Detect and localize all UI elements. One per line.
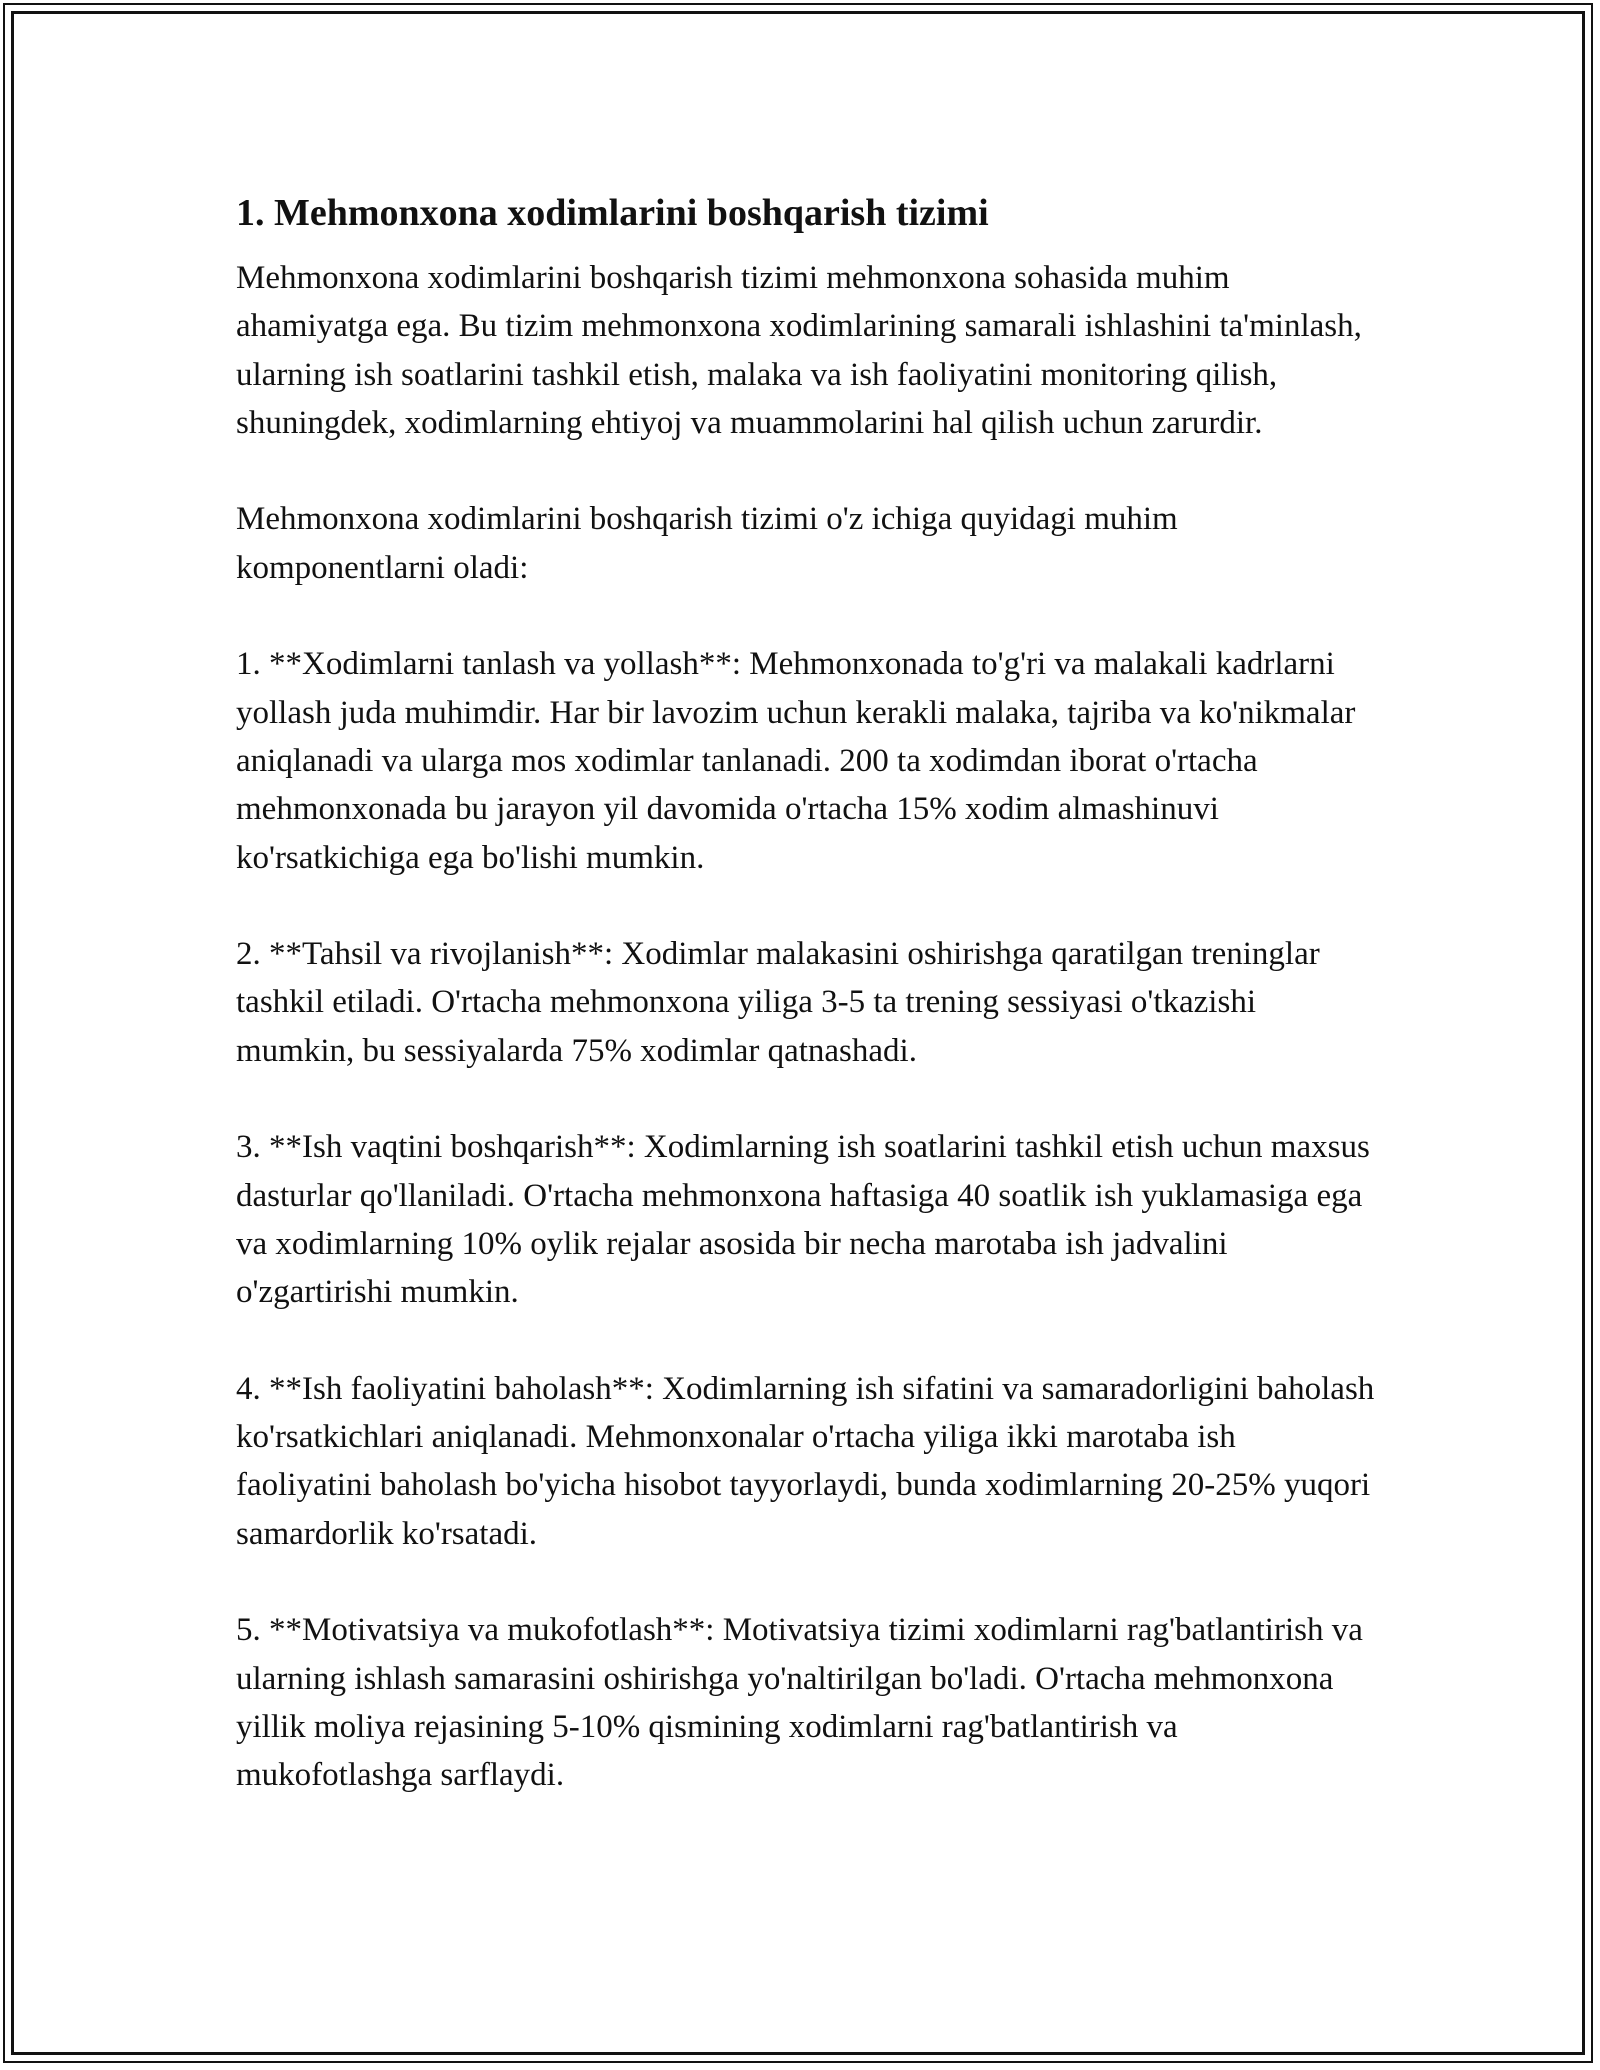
list-item-work-time-management: 3. **Ish vaqtini boshqarish**: Xodimlarning ish soatlarini tashkil etish uchun maxsus dasturlar qo'llaniladi. O'rtacha mehmonxona haftasiga 40 soatlik ish yuklamasiga ega va xodimlarning 10% oylik rejalar asosida bir necha marotaba ish jadvalini o'zgartirishi mumkin. — [236, 1129, 1370, 1311]
list-item-selection-hiring: 1. **Xodimlarni tanlash va yollash**: Mehmonxonada to'g'ri va malakali kadrlarni yollash juda muhimdir. Har bir lavozim uchun kerakli malaka, tajriba va ko'nikmalar aniqlanadi va ularga mos xodimlar tanlanadi. 200 ta xodimdan iborat o'rtacha mehmonxonada bu jarayon yil davomida o'rtacha 15% xodim almashinuvi ko'rsatkichiga ega bo'lishi mumkin. — [236, 646, 1356, 876]
paragraph-components-lead: Mehmonxona xodimlarini boshqarish tizimi o'z ichiga quyidagi muhim komponentlarni oladi: — [236, 501, 1178, 586]
document-body — [236, 186, 1376, 1800]
paragraph-intro: Mehmonxona xodimlarini boshqarish tizimi mehmonxona sohasida muhim ahamiyatga ega. Bu tizim mehmonxona xodimlarining samarali ishlashini ta'minlash, ularning ish soatlarini tashkil etish, malaka va ish faoliyatini monitoring qilish, shuningdek, xodimlarning ehtiyoj va muammolarini hal qilish uchun zarurdir. — [236, 260, 1362, 441]
list-item-performance-evaluation: 4. **Ish faoliyatini baholash**: Xodimlarning ish sifatini va samaradorligini baholash ko'rsatkichlari aniqlanadi. Mehmonxonalar o'rtacha yiliga ikki marotaba ish faoliyatini baholash bo'yicha hisobot tayyorlaydi, bunda xodimlarning 20-25% yuqori samardorlik ko'rsatadi. — [236, 1370, 1375, 1552]
document-title: 1. Mehmonxona xodimlarini boshqarish tizimi — [236, 192, 989, 234]
list-item-motivation-rewards: 5. **Motivatsiya va mukofotlash**: Motivatsiya tizimi xodimlarni rag'batlantirish va ularning ishlash samarasini oshirishga yo'naltirilgan bo'ladi. O'rtacha mehmonxona yillik moliya rejasining 5-10% qismining xodimlarni rag'batlantirish va mukofotlashga sarflaydi. — [236, 1612, 1363, 1794]
list-item-training-development: 2. **Tahsil va rivojlanish**: Xodimlar malakasini oshirishga qaratilgan treninglar tashkil etiladi. O'rtacha mehmonxona yiliga 3-5 ta trening sessiyasi o'tkazishi mumkin, bu sessiyalarda 75% xodimlar qatnashadi. — [236, 936, 1320, 1069]
